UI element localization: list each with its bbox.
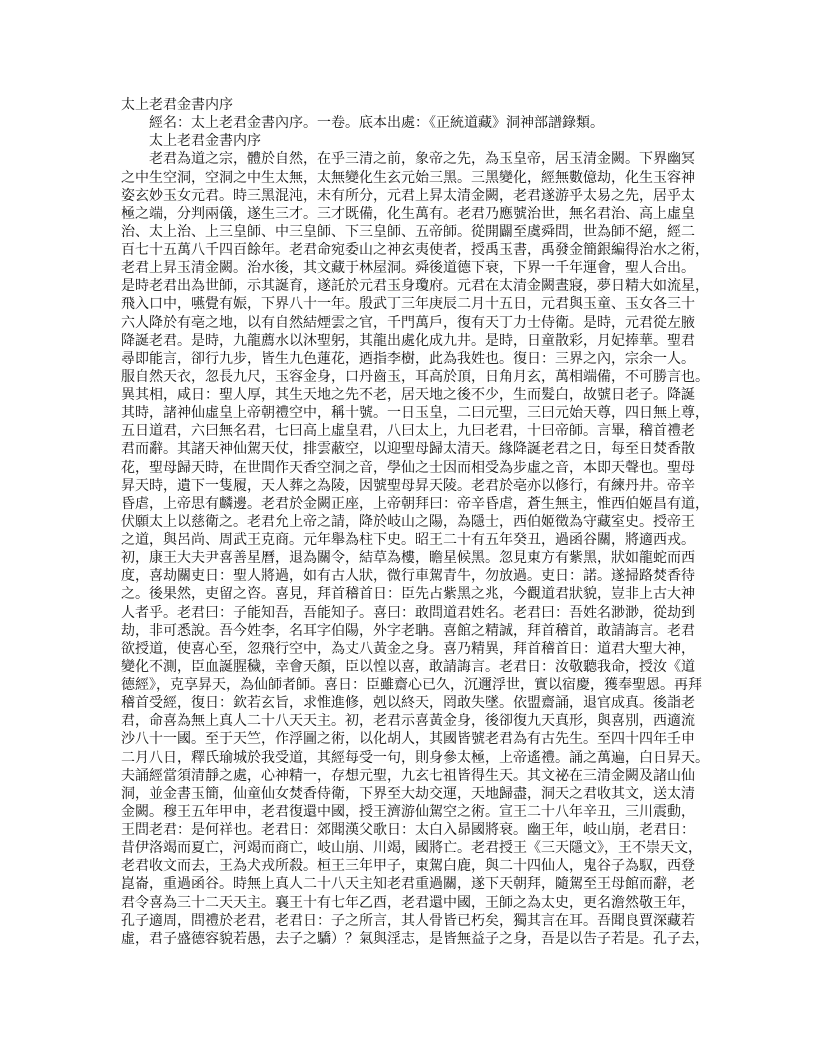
document-title: 太上老君金書内序 [121,97,233,113]
body-line: 飛入口中，嚥覺有娠，下界八十一年。殷武丁三年庚辰二月十五日，元君與玉童、玉女各三十 [121,296,695,313]
body-line: 德經》，克享昇天，為仙師者師。喜日：臣雖齋心已久，沉邇浮世，實以宿慶，獲奉聖恩。再拜 [121,677,702,693]
body-line: 昔伊洛竭而夏亡，河竭而商亡，岐山崩、川竭，國將亡。老君授王《三天隱文》，王不崇天文， [121,840,702,857]
body-line: 極之端，分判兩儀，遂生三才。三才既備，化生萬有。老君乃應號治世，無名君治、高上虛皇 [121,205,695,222]
body-line: 稽首受經，復日：欽若玄旨，求惟進修，剋以終天，罔敢失墜。依盟齋誦，退官成真。後詣老 [121,695,695,712]
body-line: 二月八日，釋氏瑜城於我受道，其經每受一句，則身參太極，上帝遙禮。誦之萬遍，白日昇天。 [121,749,709,766]
body-line: 老君為道之宗，體於自然，在乎三清之前，象帝之先，為玉皇帝，居玉清金闕。下界幽冥 [149,151,695,168]
body-line: 度，喜劫關吏日：聖人將過，如有古人狀，微行車駕青牛，勿放過。吏日：諾。遂掃路焚香待 [121,568,695,585]
body-line: 虛，君子盛德容貌若愚，去子之驕）？氣與淫志，是皆無益子之身，吾是以告子若是。孔子去， [121,930,709,947]
body-line: 六人降於有亳之地，以有自然結煙雲之官，千門萬戶，復有天丁力士侍衛。是時，元君從左腋 [121,314,695,331]
body-line: 花，聖母歸天時，在世間作天香空洞之音，學仙之士因而相受為步虛之音，本即天聲也。聖母 [121,459,695,476]
body-line: 伏願太上以慈衛之。老君允上帝之請，降於岐山之陽，為隱士，西伯姬徵為守藏室史。授帝王 [121,513,695,530]
body-line: 之中生空洞，空洞之中生太無，太無變化生玄元始三黑。三黑變化，經無數億劫，化生玉容神 [121,169,695,186]
body-line: 姿玄妙玉女元君。時三黑混沌，未有所分，元君上昇太清金闕，老君遂游乎太易之先，居乎太 [121,187,695,204]
body-line: 尋即能言，卻行九步，皆生九色蓮花，迺指李樹，此為我姓也。復日：三界之內，宗余一人。 [121,350,695,367]
body-line: 五日道君，六曰無名君，七曰高上虛皇君，八曰太上，九曰老君，十曰帝師。言畢，稽首禮老 [121,423,695,440]
body-line: 孔子適周，問禮於老君，老君日：子之所言，其人骨皆已朽矣，獨其言在耳。吾聞良賈深藏若 [121,912,695,929]
section-heading: 太上老君金書内序 [149,133,261,150]
body-line: 之。後果然，吏留之咨。喜見，拜首稽首日：臣先占紫黑之兆，今觀道君狀貌，豈非上古大神 [121,586,695,603]
body-line: 金闕。穆王五年甲申，老君復還中國，授王濟游仙駕空之術。宣王二十八年辛丑，三川震動， [121,803,695,820]
body-line: 昇天時，遺下一隻履，天人葬之為陵，因號聖母昇天陵。老君於亳亦以修行，有練丹井。帝辛 [121,477,695,494]
body-line: 異其相，咸日：聖人厚，其生天地之先不老，居天地之後不少，生而髮白，故號日老子。降誕 [121,387,695,403]
scripture-meta-line: 經名：太上老君金書內序。一卷。底本出處：《正統道藏》洞神部譜錄類。 [149,115,604,132]
body-line: 老君收文而去，王為犬戎所殺。桓王三年甲子，東駕白鹿，與二十四仙人，鬼谷子為馭，西登 [121,858,695,875]
body-line: 人者乎。老君曰：子能知吾，吾能知子。喜曰：敢問道君姓名。老君曰：吾姓名渺渺，從劫到 [121,604,695,621]
body-line: 變化不測，臣血誕腥穢，幸會天顏，臣以惶以喜，敢請誨言。老君日：汝敬聽我命，授汝《道 [121,658,695,675]
body-line: 沙八十一國。至于天竺，作浮圖之術，以化胡人，其國皆號老君為有古先生。至四十四年壬申 [121,731,695,748]
body-line: 劫，非可悉說。吾今姓李，名耳字伯陽，外字老聃。喜館之精誠，拜首稽首，敢請誨言。老君 [121,622,695,639]
body-line: 崑崙，重過函谷。時無上真人二十八天主知老君重過關，遂下天朝拜，隨駕至王母館而辭，老 [121,876,695,893]
body-line: 服自然天衣，忽長九尺，玉容金身，口丹齒玉，耳高於頂，日角月玄，萬相端備，不可勝言也。 [121,368,709,385]
body-line: 昏虐，上帝思有麟邊。老君於金闕正座，上帝朝拜曰：帝辛昏虐，蒼生無主，惟西伯姬昌有道， [121,495,709,512]
body-line: 君令喜為三十二天天主。襄王十有七年乙酉，老君還中國，王師之為太史，更名澹然敬王年， [121,894,695,911]
body-line: 夫誦經當須清靜之處，心神精一，存想元聖，九玄七祖皆得生天。其文祕在三清金闕及諸山仙 [121,767,695,784]
body-line: 君，命喜為無上真人二十八天天主。初，老君示喜黃金身，後卻復九天真形，與喜別，西適流 [121,713,695,730]
body-line: 王問老君：是何祥也。老君日：郊聞漢父歌日：太白入昴國將衰。幽王年，岐山崩，老君日： [121,822,695,838]
body-line: 洞，並金書玉簡，仙童仙女焚香侍衛，下界至大劫交運，天地歸盡，洞天之君收其文，送太清 [121,785,695,802]
body-line: 其時，諸神仙虛皇上帝朝禮空中，稱十號。一日玉皇，二曰元聖，三曰元始天尊，四日無上尊， [121,405,709,422]
body-line: 之道，與呂尚、周武王克商。元年舉為柱下史。昭王二十有五年癸丑，過函谷關，將適西戎。 [121,532,695,548]
body-line: 初，康王大夫尹喜善星曆，退為關令，結草為樓，瞻星候黑。忽見東方有紫黑，狀如龍蛇而西 [121,550,695,567]
body-line: 百七十五萬八千四百餘年。老君命宛委山之神玄夷使者，授禹玉書，禹發金簡銀編得治水之術， [121,242,709,258]
document-page [121,96,709,948]
body-line: 降誕老君。是時，九龍薦水以沐聖躬，其龍出處化成九井。是時，日童散彩，月妃捧華。聖君 [121,332,695,349]
body-line: 是時老君出為世師，示其誕育，遂託於元君玉身瓊府。元君在太清金闕晝寢，夢日精大如流星， [121,278,709,295]
body-line: 老君上昇玉清金闕。治水後，其文藏于林屋洞。舜後道德下衰，下界一千年運會，聖人合出。 [121,260,695,277]
body-line: 欲授道，使喜心至，忽飛行空中，為丈八黃金之身。喜乃精異，拜首稽首日：道君大聖大神， [121,640,695,657]
body-line: 治、太上治、上三皇師、中三皇師、下三皇師、五帝師。從開闢至虞舜問，世為師不絕，經二 [121,223,695,240]
body-line: 君而辭。其諸天神仙駕天仗，排雲蔽空，以迎聖母歸太清天。緣降誕老君之日，每至日焚香散 [121,441,695,458]
